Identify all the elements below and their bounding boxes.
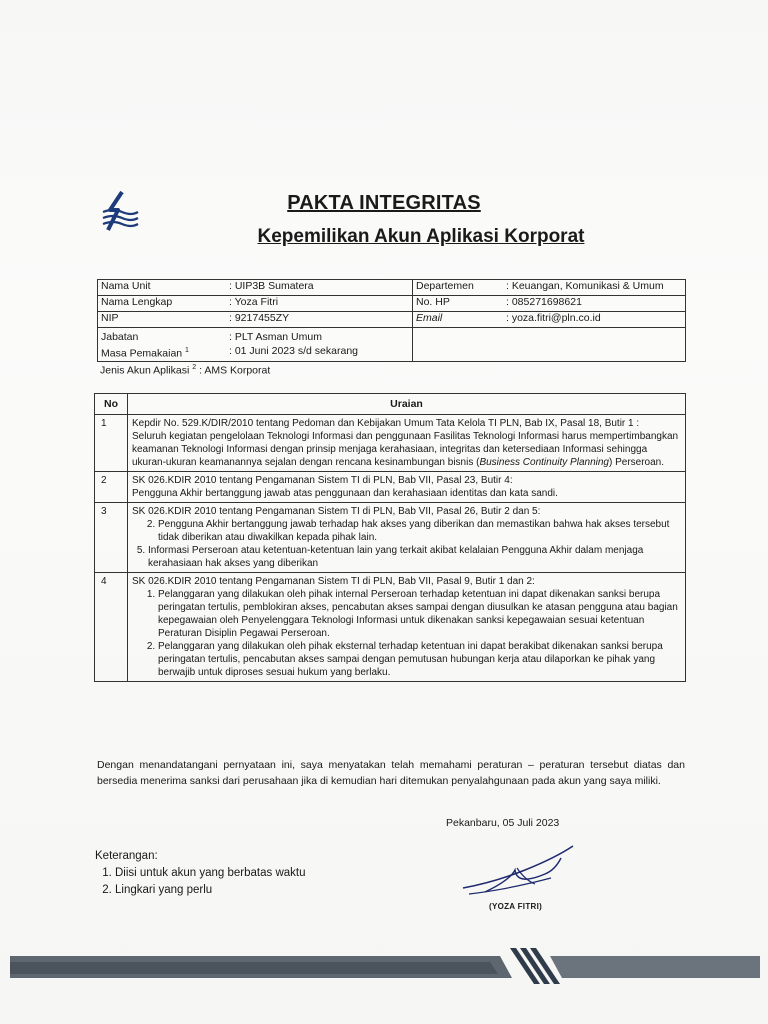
nama-unit-label: Nama Unit xyxy=(98,280,227,296)
footer-banner xyxy=(0,944,768,989)
rule-list xyxy=(132,588,681,679)
row-content xyxy=(128,573,686,682)
list-item: 2. Pengguna Akhir bertanggung jawab terhadap hak akses yang diberikan dan memastikan bahwa hak akses tersebut tidak diberikan atau diwakilkan kepada pihak lain. xyxy=(158,518,681,544)
col-header-no: No xyxy=(95,394,128,415)
row-content xyxy=(128,415,686,472)
departemen-value: : Keuangan, Komunikasi & Umum xyxy=(503,280,686,296)
uraian-table xyxy=(94,393,686,682)
list-item: 2. Pelanggaran yang dilakukan oleh pihak eksternal terhadap ketentuan ini dapat berakibat dikenakan sanksi berupa peringatan tertulis, pencabutan akses sampai dengan pemutusan hubungan kerja atau dilaporkan ke pihak yang berwajib untuk diproses sesuai hukum yang berlaku. xyxy=(158,640,681,679)
table-header-row xyxy=(95,394,686,415)
nip-value: : 9217455ZY xyxy=(226,312,413,328)
keterangan-list xyxy=(95,865,306,899)
info-row xyxy=(98,296,686,312)
rule-list xyxy=(132,544,681,570)
jenis-akun xyxy=(100,364,270,377)
nip-label: NIP xyxy=(98,312,227,328)
row-number: 3 xyxy=(95,503,128,573)
table-row xyxy=(95,573,686,682)
nama-lengkap-label: Nama Lengkap xyxy=(98,296,227,312)
document-title: PAKTA INTEGRITAS xyxy=(287,192,481,214)
empty-cell xyxy=(503,328,686,362)
table-row xyxy=(95,472,686,503)
row-heading: Kepdir No. 529.K/DIR/2010 tentang Pedoman dan Kebijakan Umum Tata Kelola TI PLN, Bab IX, Pasal 18, Butir 1 : xyxy=(132,418,640,429)
jabatan-masa-value xyxy=(226,328,413,362)
masa-label: Masa Pemakaian xyxy=(101,347,183,360)
nama-lengkap-value: : Yoza Fitri xyxy=(226,296,413,312)
row-body-text: Seluruh kegiatan pengelolaan Teknologi Informasi dan penggunaan Fasilitas Teknologi Informasi harus mempertimbangkan keamanan Teknologi Informasi dengan prinsip menjaga kerahasiaan, integritas dan ketersediaan Informasi sehingga ukuran-ukuran keamanannya sejalan dengan rencana kesinambungan bisnis ( xyxy=(132,431,679,468)
nama-unit-value: : UIP3B Sumatera xyxy=(226,280,413,296)
email-label: Email xyxy=(413,312,504,328)
hp-label: No. HP xyxy=(413,296,504,312)
row-number: 1 xyxy=(95,415,128,472)
rule-list xyxy=(132,518,681,544)
masa-value: : 01 Juni 2023 s/d sekarang xyxy=(229,345,359,357)
keterangan xyxy=(95,848,306,899)
hp-value: : 085271698621 xyxy=(503,296,686,312)
table-row xyxy=(95,503,686,573)
info-row xyxy=(98,328,686,362)
row-heading: SK 026.KDIR 2010 tentang Pengamanan Sistem TI di PLN, Bab VII, Pasal 26, Butir 2 dan 5: xyxy=(132,506,541,517)
keterangan-title: Keterangan: xyxy=(95,850,158,862)
list-item: 1. Diisi untuk akun yang berbatas waktu xyxy=(115,865,306,882)
departemen-label: Departemen xyxy=(413,280,504,296)
jabatan-masa-label xyxy=(98,328,227,362)
jenis-akun-label: Jenis Akun Aplikasi xyxy=(100,364,190,377)
row-number: 2 xyxy=(95,472,128,503)
empty-cell xyxy=(413,328,504,362)
row-body: Pengguna Akhir bertanggung jawab atas penggunaan dan kerahasiaan identitas dan kata sandi. xyxy=(132,488,558,499)
info-row xyxy=(98,312,686,328)
table-row xyxy=(95,415,686,472)
document-subtitle: Kepemilikan Akun Aplikasi Korporat xyxy=(257,226,585,247)
jabatan-value: : PLT Asman Umum xyxy=(229,331,322,343)
place-date: Pekanbaru, 05 Juli 2023 xyxy=(446,817,560,829)
row-body xyxy=(132,430,681,469)
row-content xyxy=(128,503,686,573)
employee-info-table xyxy=(97,279,686,362)
row-heading: SK 026.KDIR 2010 tentang Pengamanan Sistem TI di PLN, Bab VII, Pasal 9, Butir 1 dan 2: xyxy=(132,576,535,587)
signer-name: (YOZA FITRI) xyxy=(489,902,543,911)
masa-footnote-marker: 1 xyxy=(185,347,189,354)
row-body-text: ) Perseroan. xyxy=(608,457,665,468)
row-content xyxy=(128,472,686,503)
email-value: : yoza.fitri@pln.co.id xyxy=(503,312,686,328)
jenis-akun-value: : AMS Korporat xyxy=(199,364,271,377)
jabatan-label: Jabatan xyxy=(101,331,139,343)
row-number: 4 xyxy=(95,573,128,682)
list-item: 1. Pelanggaran yang dilakukan oleh pihak internal Perseroan terhadap ketentuan ini dapat dikenakan sanksi berupa peringatan tertulis, pemblokiran akses, pencabutan akses sampai dengan diusulkan ke atasan pengguna atau bagian kepegawaian oleh Penyelenggara Teknologi Informasi untuk dikenakan sanksi kepegawaian sesuai ketentuan Peraturan Disiplin Pegawai Perseroan. xyxy=(158,588,681,640)
row-heading: SK 026.KDIR 2010 tentang Pengamanan Sistem TI di PLN, Bab VII, Pasal 23, Butir 4: xyxy=(132,475,513,486)
closing-statement: Dengan menandatangani pernyataan ini, saya menyatakan telah memahami peraturan – peraturan tersebut diatas dan bersedia menerima sanksi dari perusahaan jika di kemudian hari ditemukan penyalahgunaan pada akun yang saya miliki. xyxy=(97,759,685,787)
info-row xyxy=(98,280,686,296)
col-header-uraian: Uraian xyxy=(128,394,686,415)
jenis-footnote-marker: 2 xyxy=(192,364,197,371)
list-item: 2. Lingkari yang perlu xyxy=(115,882,306,899)
row-body-italic: Business Continuity Planning xyxy=(479,457,609,468)
list-item: 5. Informasi Perseroan atau ketentuan-ketentuan lain yang terkait akibat kelalaian Pengguna Akhir dalam menjaga kerahasiaan hak akses yang diberikan xyxy=(148,544,681,570)
